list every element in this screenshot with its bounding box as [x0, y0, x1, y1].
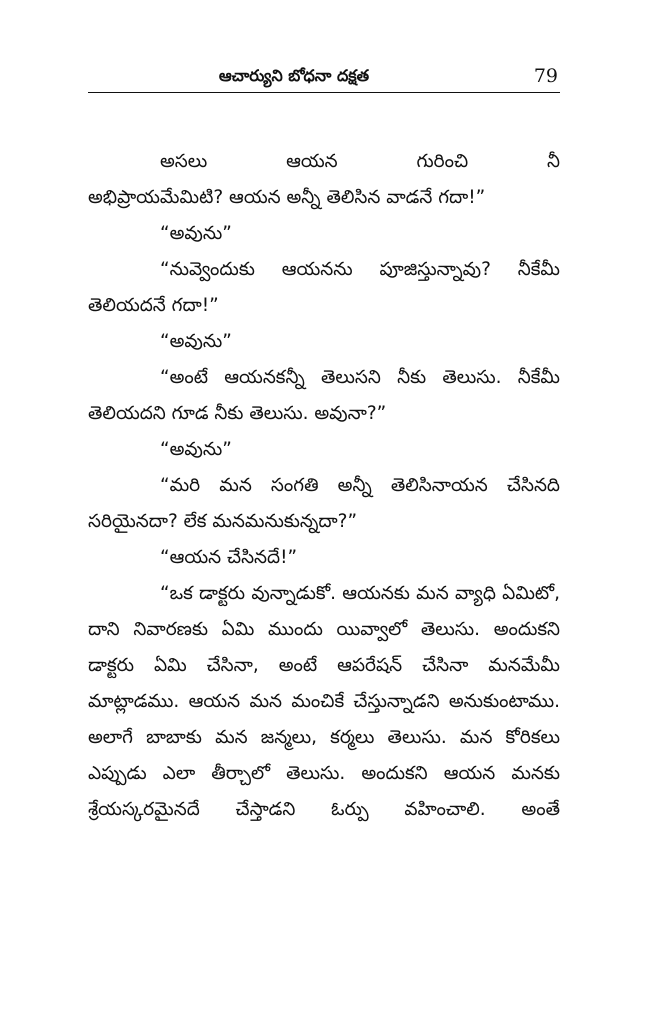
paragraph: “అవును” — [160, 439, 232, 460]
body-text — [88, 144, 560, 828]
paragraph: “మరి మన సంగతి అన్నీ తెలిసినాయన చేసినది సరియైనదా? లేక మనమనుకున్నదా?” — [88, 475, 560, 532]
page-number: 79 — [533, 65, 558, 87]
chapter-title: ఆచార్యుని బోధనా దక్షత — [218, 66, 370, 85]
paragraph: “ఆయన చేసినదే!” — [160, 547, 298, 568]
paragraph: అసలు ఆయన గురించి నీ — [160, 151, 560, 172]
header-rule — [88, 92, 560, 93]
paragraph: “అవును” — [160, 331, 232, 352]
paragraph: “అవును” — [160, 223, 232, 244]
running-header — [88, 62, 560, 88]
paragraph: “నువ్వెందుకు ఆయనను పూజిస్తున్నావు? నీకేమీ తెలియదనే గదా!” — [88, 259, 560, 316]
paragraph: “ఒక డాక్టరు వున్నాడుకో. ఆయనకు మన వ్యాధి ఏమిటో, దాని నివారణకు ఏమి ముందు యివ్వాలో తెలుసు. అందుకని డాక్టరు ఏమి చేసినా, అంటే ఆపరేషన్ చేసినా మనమేమీ మాట్లాడము. ఆయన మన మంచికే చేస్తున్నాడని అనుకుంటాము. అలాగే బాబాకు మన జన్మలు, కర్మలు తెలుసు. మన కోరికలు ఎప్పుడు ఎలా తీర్చాలో తెలుసు. అందుకని ఆయన మనకు శ్రేయస్కరమైనదే చేస్తాడని ఓర్పు వహించాలి. అంతే — [88, 583, 560, 820]
paragraph: అభిప్రాయమేమిటి? ఆయన అన్నీ తెలిసిన వాడనే గదా!” — [88, 187, 486, 208]
paragraph: “అంటే ఆయనకన్నీ తెలుసని నీకు తెలుసు. నీకేమీ తెలియదని గూడ నీకు తెలుసు. అవునా?” — [88, 367, 560, 424]
